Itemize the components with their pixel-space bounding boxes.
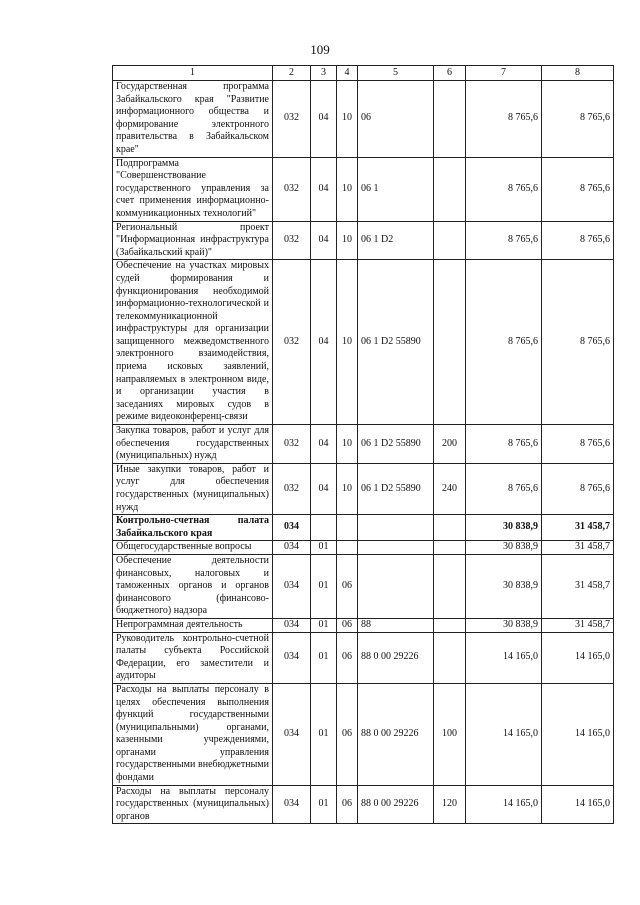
row-subsection-cell: 10 (337, 81, 358, 158)
row-subsection-cell: 06 (337, 683, 358, 785)
page-number: 109 (310, 42, 330, 57)
header-col-1: 1 (113, 66, 273, 81)
row-amount-year2-cell: 31 458,7 (542, 541, 614, 555)
row-target-article-cell: 88 0 00 29226 (358, 785, 434, 824)
row-subsection-cell: 10 (337, 463, 358, 514)
row-name-cell: Руководитель контрольно-счетной палаты субъекта Российской Федерации, его заместители и аудиторы (113, 632, 273, 683)
row-admin-code-cell: 034 (273, 618, 311, 632)
row-target-article-cell: 88 0 00 29226 (358, 632, 434, 683)
row-name-cell: Непрограммная деятельность (113, 618, 273, 632)
row-expense-type-cell: 120 (434, 785, 466, 824)
row-section-cell: 04 (311, 260, 337, 425)
row-amount-year1-cell: 8 765,6 (466, 260, 542, 425)
row-expense-type-cell (434, 541, 466, 555)
row-name-cell: Иные закупки товаров, работ и услуг для обеспечения государственных (муниципальных) нужд (113, 463, 273, 514)
row-expense-type-cell (434, 221, 466, 260)
row-section-cell: 01 (311, 683, 337, 785)
row-target-article-cell: 06 1 (358, 157, 434, 221)
table-row (113, 425, 614, 464)
row-target-article-cell (358, 515, 434, 541)
row-name-cell: Закупка товаров, работ и услуг для обеспечения государственных (муниципальных) нужд (113, 425, 273, 464)
row-section-cell: 01 (311, 618, 337, 632)
row-admin-code-cell: 034 (273, 541, 311, 555)
row-section-cell: 04 (311, 425, 337, 464)
row-subsection-cell: 10 (337, 425, 358, 464)
row-amount-year2-cell: 8 765,6 (542, 260, 614, 425)
row-target-article-cell (358, 541, 434, 555)
row-name-cell: Обеспечение деятельности финансовых, налоговых и таможенных органов и органов финансового (финансово-бюджетного) надзора (113, 554, 273, 618)
row-amount-year2-cell: 8 765,6 (542, 81, 614, 158)
header-col-3: 3 (311, 66, 337, 81)
table-row (113, 463, 614, 514)
row-subsection-cell (337, 515, 358, 541)
row-subsection-cell: 10 (337, 157, 358, 221)
row-target-article-cell: 06 1 D2 55890 (358, 260, 434, 425)
row-amount-year1-cell: 8 765,6 (466, 463, 542, 514)
row-amount-year1-cell: 8 765,6 (466, 157, 542, 221)
row-name-cell: Региональный проект "Информационная инфраструктура (Забайкальский край)" (113, 221, 273, 260)
row-expense-type-cell (434, 81, 466, 158)
row-amount-year2-cell: 31 458,7 (542, 515, 614, 541)
table-row (113, 618, 614, 632)
table-row (113, 260, 614, 425)
row-target-article-cell: 06 1 D2 55890 (358, 425, 434, 464)
header-col-6: 6 (434, 66, 466, 81)
row-section-cell: 01 (311, 554, 337, 618)
row-expense-type-cell (434, 618, 466, 632)
table-row (113, 683, 614, 785)
table-row (113, 157, 614, 221)
header-col-5: 5 (358, 66, 434, 81)
row-subsection-cell: 06 (337, 554, 358, 618)
row-expense-type-cell (434, 632, 466, 683)
row-section-cell: 01 (311, 785, 337, 824)
row-name-cell: Контрольно-счетная палата Забайкальского края (113, 515, 273, 541)
row-amount-year1-cell: 8 765,6 (466, 81, 542, 158)
row-section-cell: 01 (311, 541, 337, 555)
row-name-cell: Обеспечение на участках мировых судей формирования и функционирования необходимой информационно-технологической и телекоммуникационной инфраструктуры для организации защищенного межведомственного электронного взаимодействия, приема исковых заявлений, направляемых в электронном виде, и организации участия в заседаниях мировых судов в режиме видеоконференц-связи (113, 260, 273, 425)
table-row (113, 785, 614, 824)
row-target-article-cell: 06 1 D2 (358, 221, 434, 260)
row-expense-type-cell: 200 (434, 425, 466, 464)
row-expense-type-cell (434, 157, 466, 221)
row-admin-code-cell: 034 (273, 683, 311, 785)
table-row (113, 221, 614, 260)
row-section-cell: 04 (311, 463, 337, 514)
row-amount-year2-cell: 8 765,6 (542, 157, 614, 221)
row-expense-type-cell: 240 (434, 463, 466, 514)
row-amount-year2-cell: 31 458,7 (542, 618, 614, 632)
row-expense-type-cell (434, 554, 466, 618)
table-row (113, 632, 614, 683)
row-name-cell: Расходы на выплаты персоналу государственных (муниципальных) органов (113, 785, 273, 824)
row-section-cell: 04 (311, 157, 337, 221)
row-amount-year1-cell: 14 165,0 (466, 632, 542, 683)
row-section-cell: 04 (311, 81, 337, 158)
row-subsection-cell: 06 (337, 785, 358, 824)
row-amount-year1-cell: 8 765,6 (466, 425, 542, 464)
row-expense-type-cell (434, 260, 466, 425)
row-amount-year1-cell: 8 765,6 (466, 221, 542, 260)
row-admin-code-cell: 032 (273, 221, 311, 260)
header-col-2: 2 (273, 66, 311, 81)
row-name-cell: Подпрограмма "Совершенствование государственного управления за счет применения информационно-коммуникационных технологий" (113, 157, 273, 221)
row-subsection-cell: 10 (337, 221, 358, 260)
row-amount-year2-cell: 8 765,6 (542, 221, 614, 260)
row-amount-year1-cell: 30 838,9 (466, 618, 542, 632)
row-amount-year2-cell: 8 765,6 (542, 425, 614, 464)
row-amount-year1-cell: 30 838,9 (466, 541, 542, 555)
row-section-cell: 04 (311, 221, 337, 260)
row-admin-code-cell: 032 (273, 81, 311, 158)
row-expense-type-cell (434, 515, 466, 541)
row-admin-code-cell: 032 (273, 157, 311, 221)
table-row (113, 81, 614, 158)
row-subsection-cell: 10 (337, 260, 358, 425)
header-row (113, 66, 614, 81)
row-target-article-cell: 88 0 00 29226 (358, 683, 434, 785)
row-amount-year1-cell: 14 165,0 (466, 683, 542, 785)
row-admin-code-cell: 032 (273, 425, 311, 464)
table-row (113, 554, 614, 618)
row-section-cell (311, 515, 337, 541)
table-row (113, 515, 614, 541)
row-admin-code-cell: 034 (273, 515, 311, 541)
row-amount-year2-cell: 14 165,0 (542, 785, 614, 824)
row-amount-year1-cell: 30 838,9 (466, 515, 542, 541)
row-name-cell: Общегосударственные вопросы (113, 541, 273, 555)
row-target-article-cell: 06 (358, 81, 434, 158)
header-col-4: 4 (337, 66, 358, 81)
row-admin-code-cell: 034 (273, 785, 311, 824)
row-target-article-cell: 88 (358, 618, 434, 632)
table-row (113, 541, 614, 555)
row-section-cell: 01 (311, 632, 337, 683)
row-expense-type-cell: 100 (434, 683, 466, 785)
row-subsection-cell: 06 (337, 618, 358, 632)
budget-table (112, 65, 614, 824)
row-subsection-cell: 06 (337, 632, 358, 683)
row-admin-code-cell: 034 (273, 632, 311, 683)
row-target-article-cell: 06 1 D2 55890 (358, 463, 434, 514)
row-admin-code-cell: 034 (273, 554, 311, 618)
row-amount-year1-cell: 30 838,9 (466, 554, 542, 618)
row-name-cell: Государственная программа Забайкальского края "Развитие информационного общества и формирование электронного правительства в Забайкальском крае" (113, 81, 273, 158)
row-target-article-cell (358, 554, 434, 618)
row-amount-year2-cell: 8 765,6 (542, 463, 614, 514)
row-subsection-cell (337, 541, 358, 555)
row-amount-year2-cell: 31 458,7 (542, 554, 614, 618)
row-amount-year2-cell: 14 165,0 (542, 632, 614, 683)
row-admin-code-cell: 032 (273, 260, 311, 425)
row-amount-year1-cell: 14 165,0 (466, 785, 542, 824)
row-name-cell: Расходы на выплаты персоналу в целях обеспечения выполнения функций государственными (муниципальными) органами, казенными учреждениями, органами управления государственными внебюджетными фондами (113, 683, 273, 785)
row-admin-code-cell: 032 (273, 463, 311, 514)
row-amount-year2-cell: 14 165,0 (542, 683, 614, 785)
header-col-8: 8 (542, 66, 614, 81)
header-col-7: 7 (466, 66, 542, 81)
